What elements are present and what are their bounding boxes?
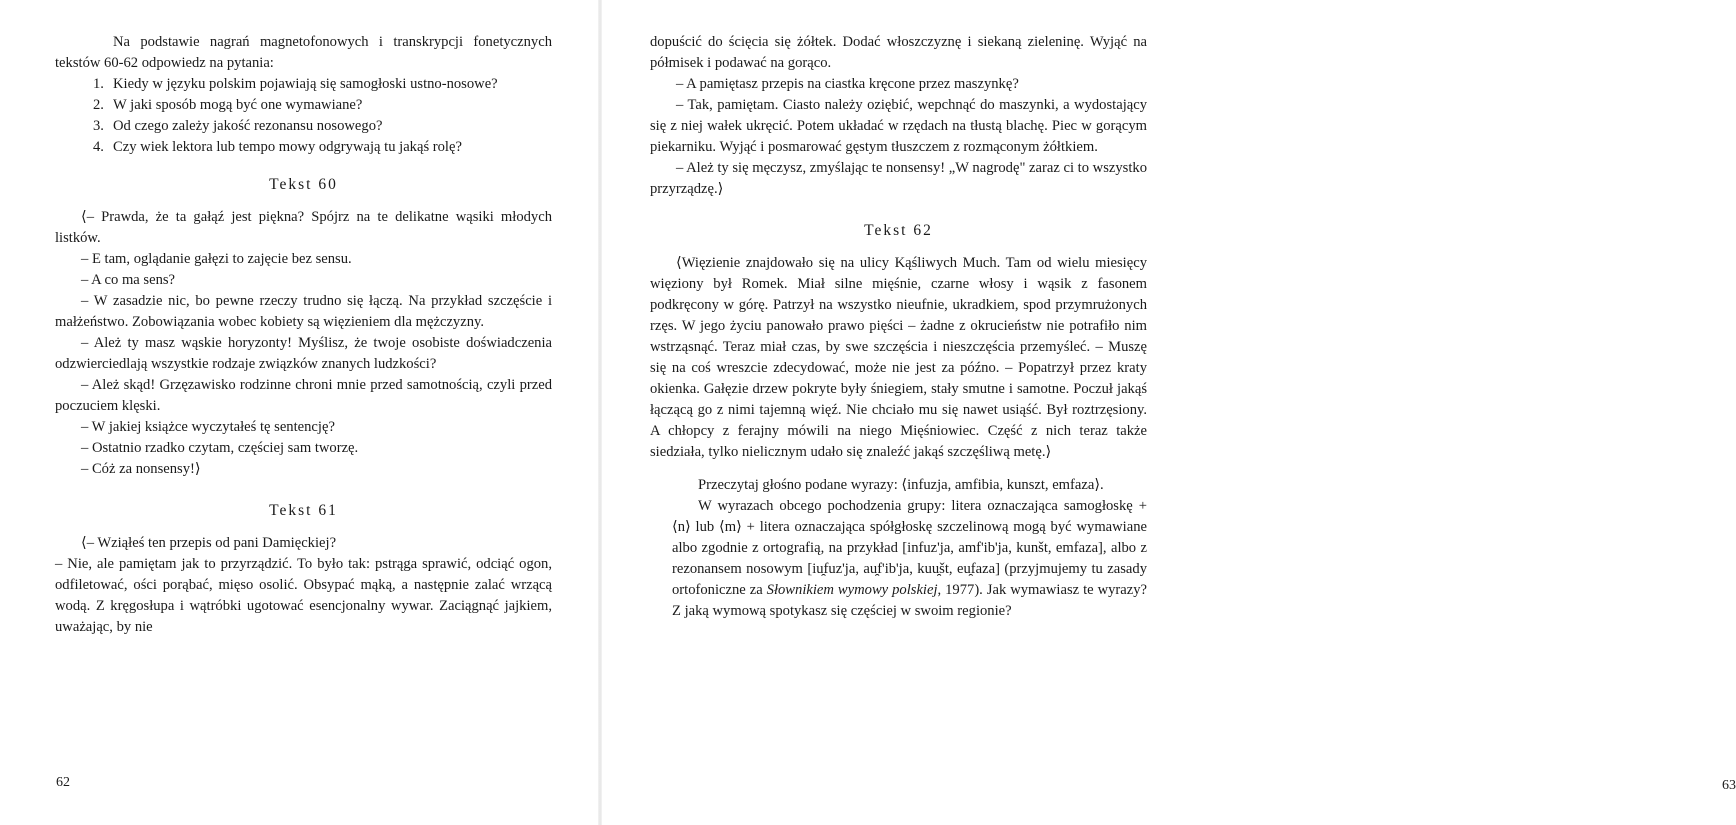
dialog-line: ⟨– Prawda, że ta gałąź jest piękna? Spójrz na te delikatne wąsiki młodych listków. [55, 209, 552, 246]
tekst-60-heading: Tekst 60 [269, 176, 338, 193]
exercise-instruction: Przeczytaj głośno podane wyrazy: ⟨infuzja, amfibia, kunszt, emfaza⟩. [698, 477, 1104, 493]
page-number: 62 [56, 775, 70, 790]
question-list [55, 74, 552, 158]
dialog-line: – Ależ ty masz wąskie horyzonty! Myślisz, że twoje osobiste doświadczenia odzwierciedlają wszystkie rodzaje związków znanych ludzkości? [55, 335, 552, 372]
question-item: 3. Od czego zależy jakość rezonansu nosowego? [93, 118, 383, 134]
exercise-note: W wyrazach obcego pochodzenia grupy: litera oznaczająca samogłoskę + ⟨n⟩ lub ⟨m⟩ + litera oznaczająca spółgłoskę szczelinową mogą być wymawiane albo zgodnie z ortografią, na przykład [infuz'ja, amf'ib'ja, kunšt, emfaza], albo z rezonansem nosowym [iu̯fuz'ja, au̯f'ib'ja, kuu̯št, eu̯faza] (przyjmujemy tu zasady ortofoniczne za Słownikiem wymowy polskiej, 1977). Jak wymawiasz te wyrazy? Z jaką wymową spotykasz się częściej w swoim regionie? [672, 498, 1148, 619]
dialog-line: – Ależ ty się męczysz, zmyślając te nonsensy! „W nagrodę" zaraz ci to wszystko przyrządzę.⟩ [650, 160, 1147, 197]
question-item: 1. Kiedy w języku polskim pojawiają się samogłoski ustno-nosowe? [93, 76, 498, 92]
left-text-column [55, 32, 552, 638]
dictionary-title: Słownikiem wymowy polskiej [766, 582, 938, 598]
dialog-line: – W jakiej książce wyczytałeś tę sentencję? [81, 419, 335, 435]
page-number: 63 [1722, 778, 1736, 793]
intro-paragraph: Na podstawie nagrań magnetofonowych i transkrypcji fonetycznych tekstów 60-62 odpowiedz na pytania: [55, 34, 552, 71]
dialog-line: – Ależ skąd! Grzęzawisko rodzinne chroni mnie przed samotnością, czyli przed poczuciem klęski. [55, 377, 552, 414]
page-62 [0, 0, 600, 825]
tekst-62-heading: Tekst 62 [864, 222, 933, 239]
continuation-paragraph: dopuścić do ścięcia się żółtek. Dodać włoszczyznę i siekaną zieleninę. Wyjąć na półmisek i podawać na gorąco. [650, 34, 1147, 71]
dialog-line: – Ostatnio rzadko czytam, częściej sam tworzę. [81, 440, 359, 456]
dialog-line: ⟨– Wziąłeś ten przepis od pani Damięckiej? [81, 535, 337, 551]
right-text-column [650, 32, 1147, 622]
dialog-line: – A pamiętasz przepis na ciastka kręcone przez maszynkę? [676, 76, 1019, 92]
dialog-line: – Cóż za nonsensy!⟩ [81, 461, 201, 477]
tekst-61-heading: Tekst 61 [269, 502, 338, 519]
dialog-line: – Tak, pamiętam. Ciasto należy oziębić, wepchnąć do maszynki, a wydostający się z niej wałek ukręcić. Potem układać w rzędach na tłustą blachę. Piec w gorącym piekarniku. Wyjąć i posmarować gęstym tłuszczem z rozmąconym żółtkiem. [650, 97, 1147, 155]
recipe-paragraph: – Nie, ale pamiętam jak to przyrządzić. To było tak: pstrąga sprawić, odciąć ogon, odfiletować, ości porąbać, mięso osolić. Obsypać mąką, a następnie zalać wrzącą wodą. Z kręgosłupa i wątróbki ugotować esencjonalny wywar. Zaciągnąć jajkiem, uważając, by nie [55, 556, 552, 635]
question-item: 2. W jaki sposób mogą być one wymawiane? [93, 97, 363, 113]
page-63 [600, 0, 1736, 825]
dialog-line: – E tam, oglądanie gałęzi to zajęcie bez sensu. [81, 251, 352, 267]
story-paragraph: ⟨Więzienie znajdowało się na ulicy Kąśliwych Much. Tam od wielu miesięcy więziony był Romek. Miał silne mięśnie, czarne włosy i wąsik z fasonem podkręcony w górę. Patrzył na wszystko nieufnie, ukradkiem, spod przymrużonych rzęs. W jego życiu panowało prawo pięści – żadne z okrucieństw nie potrafiło nim wstrząsnąć. Teraz miał czas, by swe szczęścia i nieszczęścia przemyśleć. – Muszę się na coś wreszcie zdecydować, może nie jest za późno. – Popatrzył przez kraty okienka. Gałęzie drzew pokryte były śniegiem, stały smutne i samotne. Poczuł jakąś łączącą go z nimi tajemną więź. Nie chciało mu się nawet usiąść. Był roztrzęsiony. A chłopcy z ferajny mówili na niego Mięśniowiec. Część z nich teraz także siedziała, tylko nielicznym udało się znaleźć jakąś szczęśliwą metę.⟩ [650, 255, 1147, 460]
dialog-line: – A co ma sens? [81, 272, 176, 288]
exercise-block [650, 475, 1147, 622]
question-item: 4. Czy wiek lektora lub tempo mowy odgrywają tu jakąś rolę? [93, 139, 462, 155]
dialog-line: – W zasadzie nic, bo pewne rzeczy trudno się łączą. Na przykład szczęście i małżeństwo. Zobowiązania wobec kobiety są więzieniem dla mężczyzny. [55, 293, 552, 330]
